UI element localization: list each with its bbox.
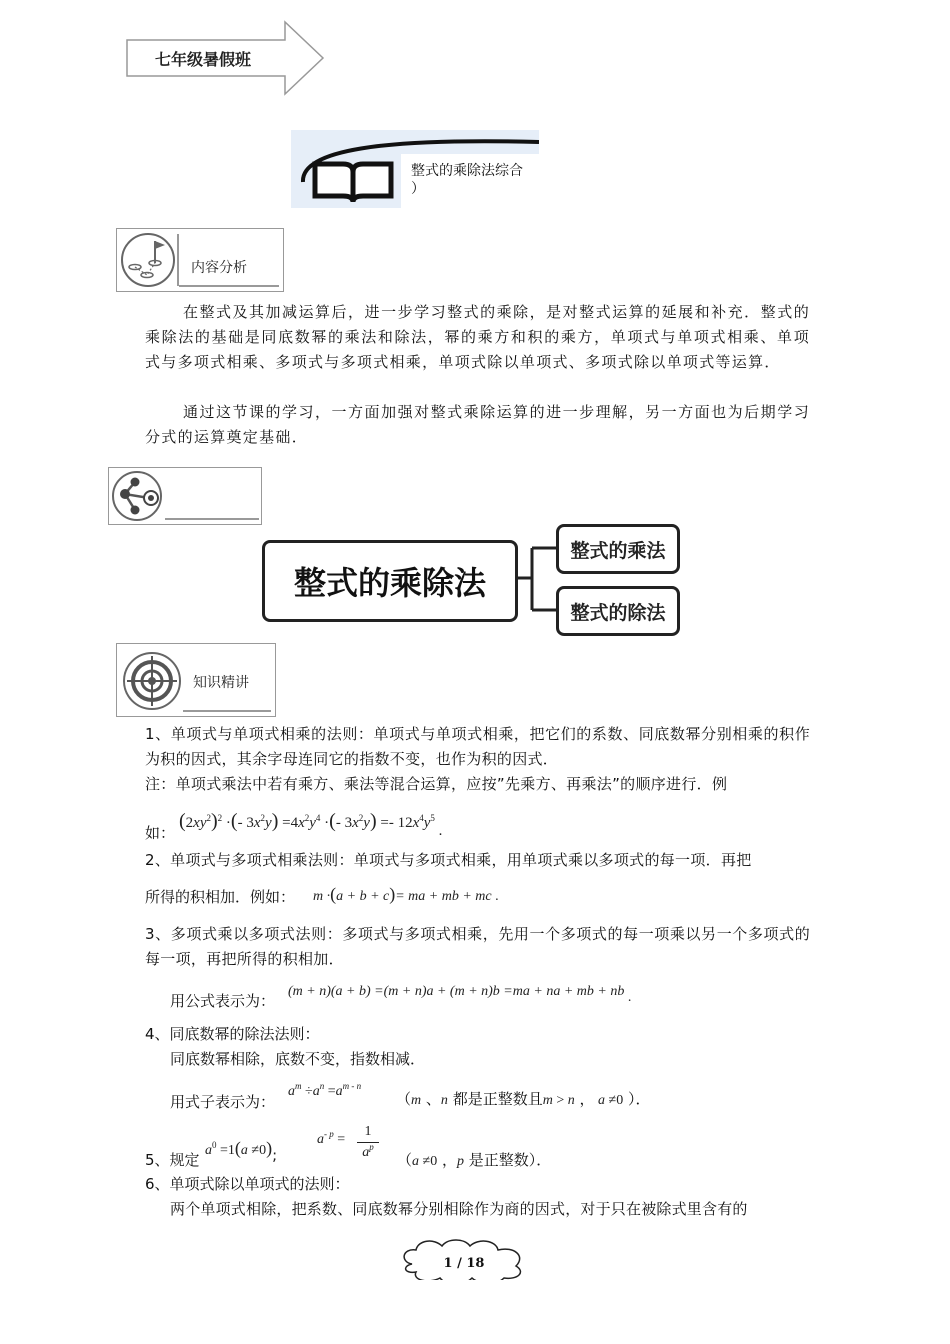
rule-2-cont-text: 所得的积相加．例如： [145,888,296,906]
rule-5-formula-negative: $a^{- p}$ = [317,1129,346,1147]
header-tag [125,20,325,96]
rule-3-formula-prefix: 用公式表示为： [170,992,276,1010]
page-number: 1 / 18 [443,1256,485,1271]
share-network-icon [111,470,167,522]
knowledge-label: 知识精讲 [193,675,249,691]
rule-5-cond-text: 是正整数）． [468,1151,552,1169]
knowledge-badge [116,643,276,717]
rule-2: 2、单项式与多项式相乘法则：单项式与多项式相乘，用单项式乘以多项式的每一项．再把 [145,851,752,869]
rule-1-example-formula: $(2xy^2)^2$ ·(- $3x^2y) =4x^2y^4$ ·(- $3x^2y) =- 12x^4y^5$ . [179,810,443,839]
rule-5-fraction: 1 $a^p$ [357,1122,379,1163]
rule-2-cont [145,884,810,912]
rule-4-formula-line [170,1081,770,1114]
rule-3-formula: (m + n)(a + b) =(m + n)a + (m + n)b =ma + na + mb + nb . [288,984,632,1005]
mindmap [260,522,685,634]
rule-5-formula-zero: $a^0 =1(a \ne 0)$; [205,1138,278,1164]
badge-underline [183,710,271,712]
title-banner [291,130,539,208]
mindmap-branch-multiplication: 整式的乘法 [556,524,680,574]
rule-4-formula: $a^m \div a^n =a^{m - n}$ [288,1081,362,1099]
rule-3: 3、多项式乘以多项式法则：多项式与多项式相乘，先用一个多项式的每一项乘以另一个多项式的每一项，再把所得的积相加． [145,925,810,968]
page-number-cloud [398,1236,530,1280]
rule-6-body: 两个单项式相除，把系数、同底数幂分别相除作为商的因式，对于只在被除式里含有的 [170,1200,748,1218]
rule-6-title: 6、单项式除以单项式的法则： [145,1175,350,1193]
rule-1-example-prefix: 如： [145,824,176,842]
content-analysis-badge [116,228,284,292]
title-line1: 整式的乘除法综合 [411,163,523,179]
intro-paragraph-1: 在整式及其加减运算后，进一步学习整式的乘除，是对整式运算的延展和补充．整式的乘除法的基础是同底数幂的乘法和除法，幂的乘方和积的乘方，单项式与单项式相乘、单项式与多项式相乘、多项式与多项式相乘，单项式除以单项式、多项式除以单项式等运算． [145,303,810,371]
title-line2: ） [411,181,425,197]
rule-5 [145,1122,810,1170]
rule-5-condition: （a ≠0 ，p 是正整数）． [397,1151,552,1169]
rule-4-title: 4、同底数幂的除法法则： [145,1025,320,1043]
badge-divider [177,234,179,286]
rule-2-formula: m ·(a + b + c)= ma + mb + mc . [313,884,499,904]
mindmap-badge [108,467,262,525]
rule-4-formula-prefix: 用式子表示为： [170,1093,276,1111]
rule-1-note: 注：单项式乘法中若有乘方、乘法等混合运算，应按”先乘方、再乘法”的顺序进行．例 [145,775,728,793]
rule-1-example [145,806,810,840]
location-flag-icon [119,231,179,289]
content-analysis-label: 内容分析 [191,260,247,276]
rule-4-cond-text: 都是正整数且 [452,1090,543,1108]
badge-underline [165,518,259,520]
badge-underline [179,285,279,287]
mindmap-branch-division: 整式的除法 [556,586,680,636]
mindmap-root: 整式的乘除法 [262,540,518,622]
rule-4-condition: （m 、n 都是正整数且m > n ， a ≠0 ）． [396,1090,651,1108]
rule-5-prefix: 5、规定 [145,1151,200,1169]
intro-paragraph-2: 通过这节课的学习，一方面加强对整式乘除运算的进一步理解，另一方面也为后期学习分式的运算奠定基础． [145,403,810,446]
rule-1: 1、单项式与单项式相乘的法则：单项式与单项式相乘，把它们的系数、同底数幂分别相乘的积作为积的因式，其余字母连同它的指数不变，也作为积的因式． [145,725,810,768]
rule-4-body: 同底数幂相除，底数不变，指数相减． [170,1050,426,1068]
header-tag-text: 七年级暑假班 [155,50,252,69]
target-icon [121,650,183,712]
rule-3-formula-line [170,984,770,1012]
